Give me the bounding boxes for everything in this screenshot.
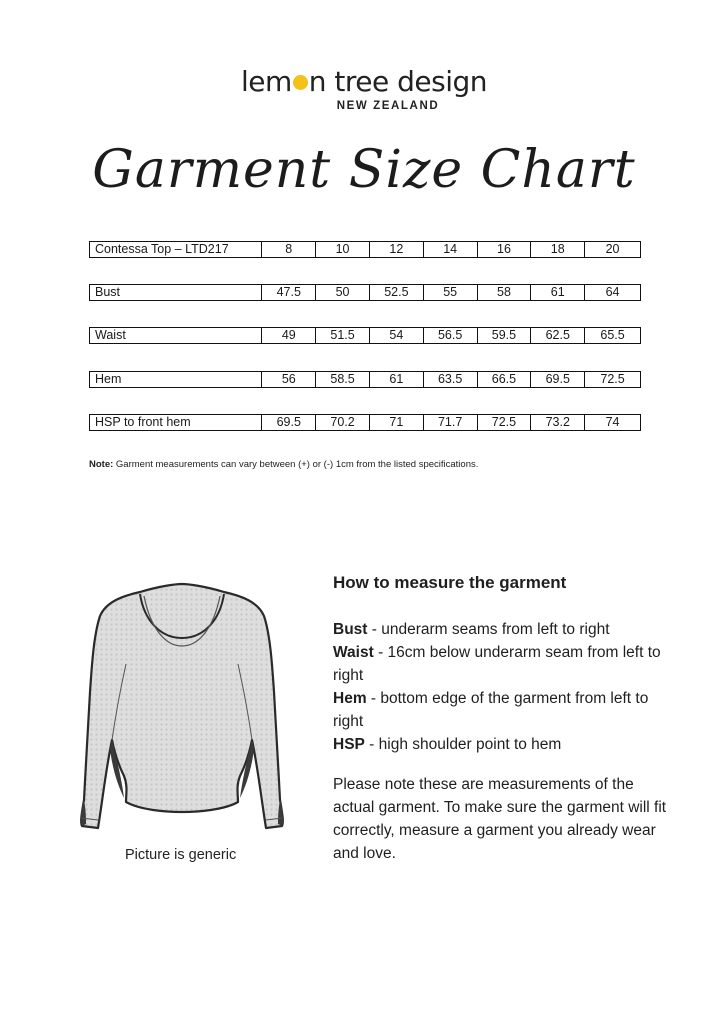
value-cell: 71.7 [424,415,478,430]
measurement-row-waist [89,327,641,344]
value-cell: 71 [370,415,424,430]
size-cell: 8 [262,242,316,257]
page-title: Garment Size Chart [92,140,636,200]
size-cell: 20 [605,242,620,256]
value-cell: 65.5 [600,328,625,342]
value-cell: 61 [370,372,424,387]
instruction-desc: - 16cm below underarm seam from left to right [333,644,661,684]
product-label: Contessa Top – LTD217 [90,242,262,257]
value-cell: 59.5 [478,328,532,343]
value-cell: 73.2 [531,415,585,430]
brand-logo [0,66,728,112]
value-cell: 72.5 [478,415,532,430]
value-cell: 52.5 [370,285,424,300]
value-cell: 58 [478,285,532,300]
value-cell: 56 [262,372,316,387]
note-text: Garment measurements can vary between (+) or (-) 1cm from the listed specifications. [113,459,479,470]
lemon-dot-icon [293,75,308,90]
how-to-heading: How to measure the garment [333,573,567,592]
brand-subtitle: NEW ZEALAND [336,100,440,112]
value-cell: 54 [370,328,424,343]
size-cell: 16 [478,242,532,257]
row-label: Waist [90,328,262,343]
value-cell: 66.5 [478,372,532,387]
garment-illustration [64,572,300,842]
note-prefix: Note: [89,459,114,470]
instruction-desc: - high shoulder point to hem [364,736,562,753]
spacer [333,756,668,773]
instruction-term: HSP [333,736,365,753]
brand-name [0,66,728,98]
instruction-desc: - underarm seams from left to right [367,621,610,638]
measurement-note [89,459,478,470]
value-cell: 69.5 [262,415,316,430]
size-header-row [89,241,641,258]
instruction-term: Bust [333,621,368,638]
long-sleeve-top-icon [64,572,300,842]
measurement-row-hsp [89,414,641,431]
instruction-hem [333,687,668,733]
how-to-measure-section [333,572,668,865]
instruction-hsp [333,733,668,756]
instruction-waist [333,641,668,687]
value-cell: 58.5 [316,372,370,387]
row-label: Hem [90,372,262,387]
size-cell: 14 [424,242,478,257]
value-cell: 70.2 [316,415,370,430]
instruction-desc: - bottom edge of the garment from left to right [333,690,649,730]
brand-name-rest: n tree design [308,65,488,98]
row-label: HSP to front hem [90,415,262,430]
instruction-term: Waist [333,644,374,661]
measurement-row-hem [89,371,641,388]
value-cell: 64 [605,285,620,299]
value-cell: 55 [424,285,478,300]
value-cell: 50 [316,285,370,300]
size-cell: 12 [370,242,424,257]
fit-note-paragraph: Please note these are measurements of the actual garment. To make sure the garment will fit correctly, measure a garment you already wear and love. [333,776,667,862]
value-cell: 61 [531,285,585,300]
value-cell: 49 [262,328,316,343]
size-cell: 18 [531,242,585,257]
size-cell: 10 [316,242,370,257]
value-cell: 62.5 [531,328,585,343]
value-cell: 74 [605,415,620,429]
value-cell: 51.5 [316,328,370,343]
value-cell: 63.5 [424,372,478,387]
value-cell: 47.5 [262,285,316,300]
value-cell: 72.5 [600,372,625,386]
brand-name-lemon-start: lem [240,65,292,98]
value-cell: 69.5 [531,372,585,387]
instruction-term: Hem [333,690,367,707]
value-cell: 56.5 [424,328,478,343]
illustration-caption: Picture is generic [125,847,237,863]
measurement-row-bust [89,284,641,301]
row-label: Bust [90,285,262,300]
instruction-bust [333,618,668,641]
